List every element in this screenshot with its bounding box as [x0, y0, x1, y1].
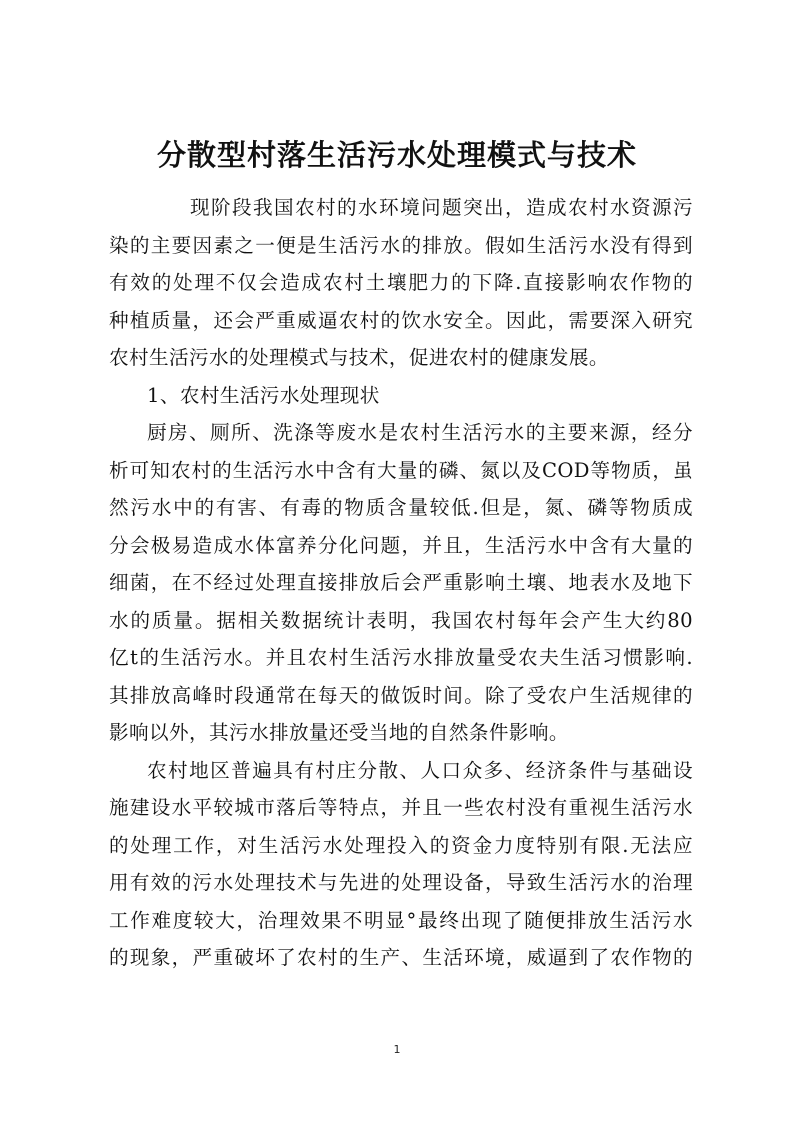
text-line: 农村生活污水的处理模式与技术，促进农村的健康发展。: [109, 346, 609, 369]
text-line: 染的主要因素之一便是生活污水的排放。假如生活污水没有得到: [109, 233, 693, 257]
text-line: 现阶段我国农村的水环境问题突出，造成农村水资源污: [190, 196, 693, 219]
text-line: 分会极易造成水体富养分化问题，并且，生活污水中含有大量的: [109, 533, 693, 557]
text-line: 影响以外，其污水排放量还受当地的自然条件影响。: [109, 721, 569, 744]
text-line: 析可知农村的生活污水中含有大量的磷、氮以及COD等物质，虽: [109, 458, 693, 482]
text-line: 农村地区普遍具有村庄分散、人口众多、经济条件与基础设: [147, 758, 693, 782]
text-line: 细菌，在不经过处理直接排放后会严重影响土壤、地表水及地下: [109, 571, 693, 594]
document-body: [109, 189, 693, 977]
text-line: 的处理工作，对生活污水处理投入的资金力度特别有限.无法应: [109, 833, 693, 857]
text-line: 施建设水平较城市落后等特点，并且一些农村没有重视生活污水: [109, 796, 693, 819]
text-line: 然污水中的有害、有毒的物质含量较低.但是，氮、磷等物质成: [109, 496, 693, 519]
text-line: 其排放高峰时段通常在每天的做饭时间。除了受农户生活规律的: [109, 683, 693, 707]
section-heading: 1、农村生活污水处理现状: [147, 383, 380, 407]
text-line: 种植质量，还会严重威逼农村的饮水安全。因此，需要深入研究: [109, 308, 693, 332]
text-line: 亿t的生活污水。并且农村生活污水排放量受农夫生活习惯影响.: [109, 646, 693, 669]
text-line: 厨房、厕所、洗涤等废水是农村生活污水的主要来源，经分: [147, 421, 693, 444]
text-line: 有效的处理不仅会造成农村土壤肥力的下降.直接影响农作物的: [109, 271, 693, 294]
text-line: 水的质量。据相关数据统计表明，我国农村每年会产生大约80: [109, 608, 693, 632]
document-title: 分散型村落生活污水处理模式与技术: [156, 138, 637, 172]
page-number: 1: [393, 1043, 401, 1056]
text-line: 工作难度较大，治理效果不明显°最终出现了随便排放生活污水: [109, 908, 693, 932]
text-line: 的现象，严重破坏了农村的生产、生活环境，威逼到了农作物的: [109, 946, 693, 969]
text-line: 用有效的污水处理技术与先进的处理设备，导致生活污水的治理: [109, 871, 693, 894]
